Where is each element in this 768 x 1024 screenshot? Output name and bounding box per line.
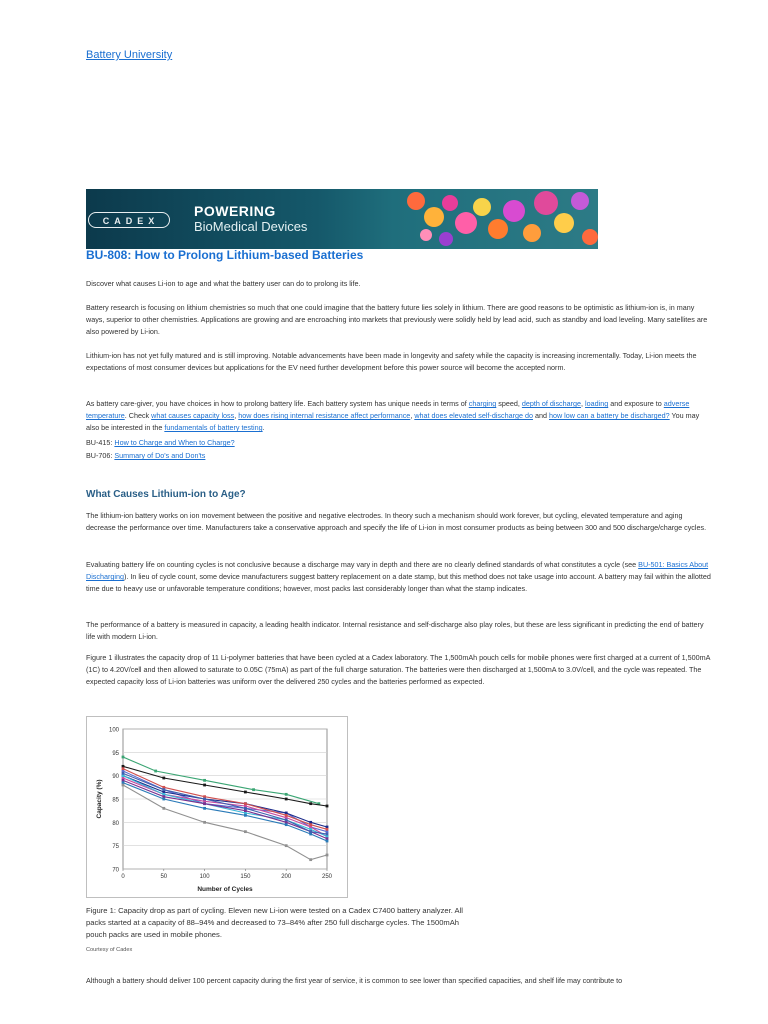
series-point-1	[203, 779, 206, 782]
link-bu415[interactable]: How to Charge and When to Charge?	[114, 438, 235, 447]
series-point-1	[285, 793, 288, 796]
series-point-11	[285, 844, 288, 847]
y-tick-label: 75	[112, 844, 119, 851]
paragraph-3	[86, 398, 714, 434]
banner-headline: POWERING	[194, 203, 276, 219]
series-point-2	[285, 798, 288, 801]
y-tick-label: 80	[112, 820, 119, 827]
article-title: BU-808: How to Prolong Lithium-based Batteries	[86, 248, 364, 262]
series-point-10	[285, 819, 288, 822]
x-axis-label: Number of Cycles	[197, 886, 253, 893]
reference-bu706	[86, 450, 714, 462]
section-paragraph-3: The performance of a battery is measured in capacity, a leading health indicator. Internal resistance and self-discharge also play roles, but these are less significant in predicting the end of battery life with modern Li-ion.	[86, 620, 704, 641]
y-tick-label: 85	[112, 797, 119, 804]
link-depth-of-discharge[interactable]: depth of discharge	[521, 399, 582, 408]
series-point-9	[309, 823, 312, 826]
molecule-art-icon	[386, 189, 598, 249]
y-tick-label: 90	[112, 774, 119, 781]
p3-text-10: .	[262, 423, 265, 432]
link-how-low-discharge[interactable]: how low can a battery be discharged?	[548, 411, 670, 420]
link-fundamentals-testing[interactable]: fundamentals of battery testing	[164, 423, 263, 432]
series-point-10	[326, 833, 329, 836]
series-point-11	[162, 807, 165, 810]
series-point-8	[244, 814, 247, 817]
series-point-2	[326, 805, 329, 808]
section-paragraph-1: The lithium-ion battery works on ion movement between the positive and negative electrodes. In theory such a mechanism should work forever, but cycling, elevated temperature and aging decrease the performance over time. Manufacturers take a conservative approach and specify the life of Li-ion in most consumer products as being between 300 and 500 discharge/charge cycles.	[86, 511, 707, 532]
link-self-discharge[interactable]: what does elevated self-discharge do	[414, 411, 533, 420]
x-tick-label: 150	[240, 874, 251, 880]
series-point-11	[203, 821, 206, 824]
y-tick-label: 70	[112, 867, 119, 874]
y-tick-label: 100	[108, 727, 119, 734]
last-paragraph: Although a battery should deliver 100 percent capacity during the first year of service, it is common to see lower than specified capacities, and shelf life may contribute to	[86, 976, 623, 985]
series-point-1	[154, 770, 157, 773]
x-tick-label: 250	[321, 874, 333, 880]
x-tick-label: 200	[281, 874, 292, 880]
p3-text-6: ,	[234, 411, 239, 420]
section-heading: What Causes Lithium-ion to Age?	[86, 489, 246, 500]
paragraph-2: Lithium-ion has not yet fully matured and is still improving. Notable advancements have been made in longevity and safety while the capacity is increasing incrementally. Today, Li-ion meets the expectations of most consumer devices but applications for the EV need further development before this power source will become the accepted norm.	[86, 351, 697, 372]
series-point-2	[309, 802, 312, 805]
series-point-11	[309, 858, 312, 861]
link-bu501[interactable]: BU-501: Basics About Discharging	[86, 560, 709, 581]
series-point-11	[122, 784, 125, 787]
capacity-chart	[86, 716, 348, 898]
p3-text-8: and	[532, 411, 549, 420]
series-point-2	[162, 777, 165, 780]
x-tick-label: 0	[121, 874, 125, 880]
series-point-2	[244, 791, 247, 794]
figure-caption: Figure 1: Capacity drop as part of cycling. Eleven new Li-ion were tested on a Cadex C7400 battery analyzer. All packs started at a capacity of 88–94% and decreased to 73–84% after 250 full discharge cycles. The 1500mAh pouch packs are used in mobile phones.	[86, 906, 463, 939]
link-adverse-temperature[interactable]: adverse temperature	[86, 399, 690, 420]
s2-text-1: Evaluating battery life on counting cycles is not conclusive because a discharge may vary in depth and there are no clearly defined standards of what constitutes a cycle (see	[86, 560, 639, 569]
figure-courtesy: Courtesy of Cadex	[86, 947, 133, 953]
series-point-1	[122, 756, 125, 759]
series-point-9	[244, 802, 247, 805]
y-axis-label: Capacity (%)	[96, 779, 103, 819]
link-bu706[interactable]: Summary of Do's and Don'ts	[114, 451, 206, 460]
cadex-ad-banner[interactable]	[86, 189, 598, 249]
series-point-10	[244, 807, 247, 810]
x-tick-label: 100	[199, 874, 210, 880]
series-point-7	[203, 802, 206, 805]
series-point-10	[203, 798, 206, 801]
paragraph-1: Battery research is focusing on lithium chemistries so much that one could imagine that the battery future lies solely in lithium. There are good reasons to be optimistic as lithium-ion is, in many ways, superior to other chemistries. Applications are growing and are encroaching into markets that previously were solidly held by lead acid, such as standby and load leveling. Many satellites are also powered by Li-ion.	[86, 303, 708, 336]
link-internal-resistance[interactable]: how does rising internal resistance affect performance	[238, 411, 411, 420]
series-point-9	[326, 828, 329, 831]
intro-paragraph: Discover what causes Li-ion to age and what the battery user can do to prolong its life.	[86, 279, 361, 288]
battery-university-link[interactable]: Battery University	[86, 49, 173, 61]
s2-text-2: ). In lieu of cycle count, some device manufacturers suggest battery replacement on a date stamp, but this method does not take usage into account. A battery may fail within the allotted time due to heavy use or unfavorable temperature conditions; however, most packs last considerably longer than what the stamp indicates.	[86, 572, 711, 593]
series-point-8	[162, 798, 165, 801]
link-loading[interactable]: loading	[585, 399, 609, 408]
p3-text-2: speed,	[496, 399, 522, 408]
link-capacity-loss[interactable]: what causes capacity loss	[151, 411, 235, 420]
y-tick-label: 95	[112, 750, 119, 757]
series-point-8	[203, 807, 206, 810]
link-charging[interactable]: charging	[468, 399, 497, 408]
p3-text-9: You may also be interested in the	[86, 411, 700, 432]
series-point-8	[285, 823, 288, 826]
p3-text-5: . Check	[124, 411, 152, 420]
cadex-logo: CADEX	[88, 212, 170, 228]
banner-subline: BioMedical Devices	[194, 219, 308, 234]
series-point-10	[162, 788, 165, 791]
series-point-9	[122, 767, 125, 770]
series-point-10	[309, 830, 312, 833]
p3-text-7: ,	[410, 411, 415, 420]
series-point-11	[326, 854, 329, 857]
section-paragraph-2	[86, 559, 714, 595]
ref2-code: BU-706:	[86, 451, 115, 460]
series-point-8	[326, 840, 329, 843]
series-point-1	[252, 788, 255, 791]
p3-text-3: ,	[581, 399, 586, 408]
series-point-2	[203, 784, 206, 787]
capacity-chart-svg	[87, 717, 347, 897]
reference-bu415	[86, 437, 714, 449]
series-point-11	[244, 830, 247, 833]
p3-text-4: and exposure to	[608, 399, 664, 408]
ref1-code: BU-415:	[86, 438, 115, 447]
series-point-10	[122, 772, 125, 775]
x-tick-label: 50	[160, 874, 168, 880]
p3-text-1: As battery care-giver, you have choices in how to prolong battery life. Each battery system has unique needs in terms of	[86, 399, 469, 408]
section-paragraph-4: Figure 1 illustrates the capacity drop of 11 Li-polymer batteries that have been cycled at a Cadex laboratory. The 1,500mAh pouch cells for mobile phones were first charged at a current of 1,500mA (1C) to 4.20V/cell and then allowed to saturate to 0.05C (75mA) as part of the full charge saturation. The batteries were then discharged at 1,500mA to 3.0V/cell, and the cycle was repeated. The expected capacity loss of Li-ion batteries was uniform over the delivered 250 cycles and the batteries performed as expected.	[86, 653, 711, 686]
series-point-9	[285, 814, 288, 817]
